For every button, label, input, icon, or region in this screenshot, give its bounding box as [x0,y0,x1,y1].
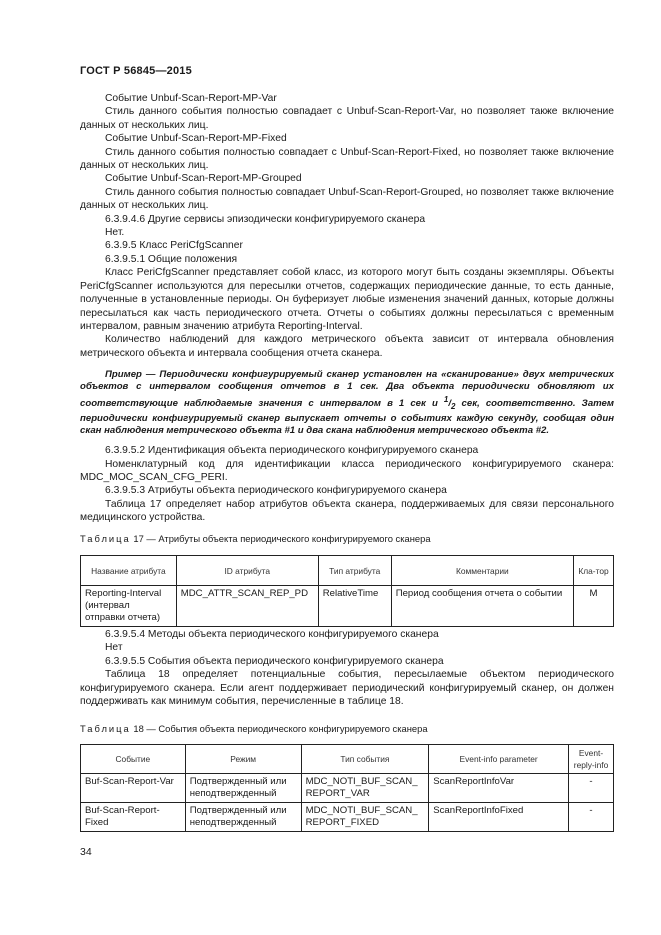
table-cell: M [574,586,614,627]
page-body [80,92,614,525]
column-header: Event-info parameter [429,745,569,774]
caption-word: Таблица [80,723,131,734]
event-description: Стиль данного события полностью совпадает с Unbuf-Scan-Report-Fixed, но позволяет также включение данных от нескольких лиц. [80,146,614,172]
table-header-row [81,745,614,774]
page-body-continued [80,628,614,708]
table-row [81,586,614,627]
event-title: Событие Unbuf-Scan-Report-MP-Fixed [105,133,287,145]
table-cell: ScanReportInfoVar [429,774,569,803]
column-header: Кла-тор [574,556,614,586]
column-header: Тип атрибута [318,556,391,586]
section-heading: 6.3.9.5.1 Общие положения [105,253,238,265]
fraction-denominator: 2 [451,401,456,411]
example-text: Пример — Периодически конфигурируемый сканер установлен на «сканирование» двух метрических объектов с интервалом сообщения отчетов в 1 сек. Два объекта периодически обновляют их соответствующие наблюдаемые значения с интервалом в 1 сек и [80,369,614,409]
caption-text: 17 — Атрибуты объекта периодического конфигурируемого сканера [130,533,431,544]
section-heading: 6.3.9.4.6 Другие сервисы эпизодически конфигурируемого сканера [105,213,426,225]
paragraph: Количество наблюдений для каждого метрического объекта зависит от интервала обновления метрического объекта и интервала сообщения отчета сканера. [80,334,614,359]
table-cell: Reporting-Interval (интервал отправки отчета) [81,586,177,627]
table-cell: Подтвержденный или неподтвержденный [185,803,301,832]
column-header: Режим [185,745,301,774]
paragraph: Нет [105,642,123,654]
table-cell: Buf-Scan-Report-Var [81,774,186,803]
table-17 [80,555,614,627]
table-cell: - [569,774,614,803]
table-cell: RelativeTime [318,586,391,627]
column-header: Событие [81,745,186,774]
section-heading: 6.3.9.5.4 Методы объекта периодического конфигурируемого сканера [105,629,439,640]
paragraph: Таблица 17 определяет набор атрибутов объекта сканера, поддерживаемых для связи персонального медицинского устройства. [80,498,614,524]
table-row [81,803,614,832]
section-heading: 6.3.9.5 Класс PeriCfgScanner [105,240,243,252]
standard-header: ГОСТ Р 56845—2015 [80,65,192,77]
column-header: Название атрибута [81,556,177,586]
table-cell: Подтвержденный или неподтвержденный [185,774,301,803]
paragraph: Номенклатурный код для идентификации класса периодического конфигурируемого сканера: MDC_MOC_SCAN_CFG_PERI. [80,458,614,484]
section-heading: 6.3.9.5.5 События объекта периодического конфигурируемого сканера [105,655,444,667]
table17-caption [80,533,431,544]
event-title: Событие Unbuf-Scan-Report-MP-Grouped [105,173,302,185]
section-heading: 6.3.9.5.3 Атрибуты объекта периодического конфигурируемого сканера [105,485,447,497]
paragraph: Таблица 18 определяет потенциальные события, пересылаемые объектом периодического конфигурируемого сканера. Если агент поддерживает периодический конфигурируемый сканер, он должен поддерживать как минимум события, перечисленные в таблице 18. [80,669,614,708]
table-cell: Период сообщения отчета о событии [391,586,573,627]
table-18 [80,744,614,832]
column-header: ID атрибута [176,556,318,586]
example-text: сек, соответственно. Затем периодически конфигурируемый сканер выпускает отчеты о событиях каждую секунду, сообщая один скан наблюдения метрического объекта #1 и два скана наблюдения метрического объекта #2. [80,397,614,437]
table-header-row [81,556,614,586]
table-cell: MDC_ATTR_SCAN_REP_PD [176,586,318,627]
column-header: Event-reply-info [569,745,614,774]
table-row [81,774,614,803]
table-cell: ScanReportInfoFixed [429,803,569,832]
caption-word: Таблица [80,533,131,544]
table-cell: - [569,803,614,832]
example-note: Пример — Периодически конфигурируемый сканер установлен на «сканирование» двух метрических объектов с интервалом сообщения отчетов в 1 сек. Два объекта периодически обновляют их соответствующие наблюдаемые значения с интервалом в 1 сек и $^1/_2$ сек, соответственно. Затем периодически конфигурируемый сканер выпускает отчеты о событиях каждую секунду, сообщая один скан наблюдения метрического объекта #1 и два скана наблюдения метрического объекта #2. [80,369,614,437]
event-description: Стиль данного события полностью совпадает с Unbuf-Scan-Report-Var, но позволяет также включение данных от нескольких лиц. [80,106,614,131]
paragraph: Нет. [105,227,125,239]
event-description: Стиль данного события полностью совпадает Unbuf-Scan-Report-Grouped, но позволяет также включение данных от нескольких лиц. [80,186,614,212]
caption-text: 18 — События объекта периодического конфигурируемого сканера [130,723,428,734]
column-header: Комментарии [391,556,573,586]
section-heading: 6.3.9.5.2 Идентификация объекта периодического конфигурируемого сканера [105,445,479,457]
paragraph: Класс PeriCfgScanner представляет собой класс, из которого могут быть созданы экземпляры. Объекты PeriCfgScanner используются для пересылки отчетов, содержащих периодические данные, то есть данные, полученные в установленные периоды. Он буферизует любые изменения значений данных, которые должны пересылаться как часть периодического отчета. Отчеты о событиях должны пересылаться с временным интервалом, равным значению атрибута Reporting-Interval. [80,267,614,332]
event-title: Событие Unbuf-Scan-Report-MP-Var [105,93,277,104]
fraction-numerator: 1 [443,394,449,404]
table-cell: Buf-Scan-Report-Fixed [81,803,186,832]
column-header: Тип события [301,745,429,774]
table18-caption [80,723,428,734]
table-cell: MDC_NOTI_BUF_SCAN_REPORT_FIXED [301,803,429,832]
table-cell: MDC_NOTI_BUF_SCAN_REPORT_VAR [301,774,429,803]
page-number: 34 [80,846,92,858]
